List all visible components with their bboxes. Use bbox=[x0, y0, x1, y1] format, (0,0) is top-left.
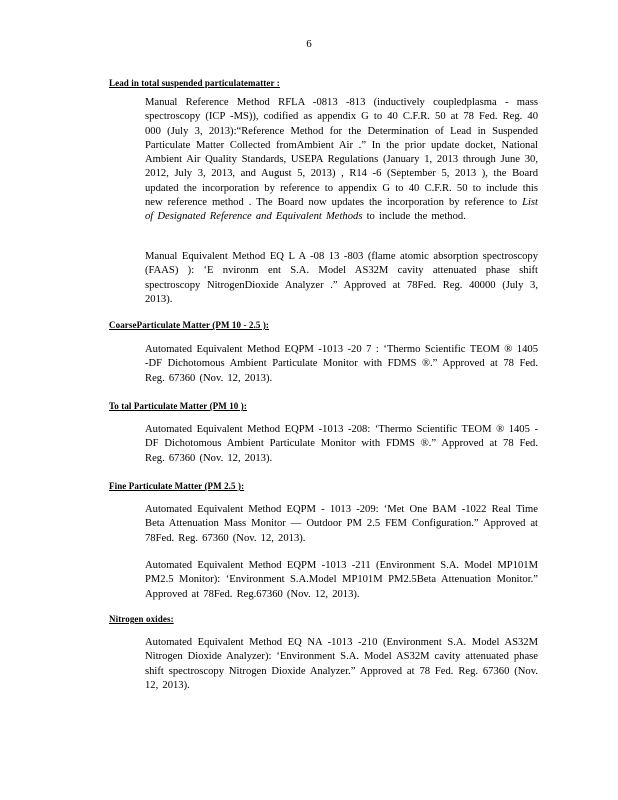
page-number: 6 bbox=[306, 38, 312, 50]
paragraph-coarse-pm-method bbox=[145, 343, 538, 386]
section-heading-total-pm: To tal Particulate Matter (PM 10 ): bbox=[109, 401, 247, 411]
paragraph-text: Automated Equivalent Method EQPM -1013 -211 (Environment S.A. Model MP101M PM2.5 Monitor): ‘Environment S.A.Model MP101M PM2.5Beta Attenuation Monitor.” Approved at 78Fed. Reg.67360 (Nov. 12, 2013). bbox=[145, 560, 538, 600]
paragraph-text: Automated Equivalent Method EQ NA -1013 -210 (Environment S.A. Model AS32M Nitrogen Dioxide Analyzer): ‘Environment S.A. Model AS32M cavity attenuated phase shift spectroscopy Nitrogen Dioxide Analyzer.” Approved at 78 Fed. Reg. 67360 (Nov. 12, 2013). bbox=[145, 637, 538, 691]
paragraph-text: Manual Equivalent Method EQ L A -08 13 -803 (flame atomic absorption spectroscopy (FAAS) ): ‘E nvironm ent S.A. Model AS32M cavity attenuated phase shift spectroscopy NitrogenDioxide Analyzer .” Approved at 78Fed. Reg. 40000 (July 3, 2013). bbox=[145, 251, 538, 305]
paragraph-total-pm-method bbox=[145, 423, 538, 466]
paragraph-lead-reference-method bbox=[145, 96, 538, 225]
paragraph-text: Automated Equivalent Method EQPM -1013 -20 7 : ‘Thermo Scientific TEOM ® 1405 -DF Dichotomous Ambient Particulate Monitor with FDMS ®.” Approved at 78 Fed. Reg. 67360 (Nov. 12, 2013). bbox=[145, 344, 538, 384]
paragraph-italic-title: List of Designated Reference and Equivalent Methods bbox=[145, 197, 538, 223]
section-heading-fine-pm: Fine Particulate Matter (PM 2.5 ): bbox=[109, 481, 245, 491]
section-heading-lead: Lead in total suspended particulatematter : bbox=[109, 78, 280, 88]
section-heading-nitrogen-oxides: Nitrogen oxides: bbox=[109, 614, 174, 624]
paragraph-fine-pm-method-211 bbox=[145, 559, 538, 602]
paragraph-text: Automated Equivalent Method EQPM -1013 -208: ‘Thermo Scientific TEOM ® 1405 -DF Dichotomous Ambient Particulate Monitor with FDMS ®.” Approved at 78 Fed. Reg. 67360 (Nov. 12, 2013). bbox=[145, 424, 538, 464]
paragraph-fine-pm-method-209 bbox=[145, 503, 538, 546]
section-heading-coarse-pm: CoarseParticulate Matter (PM 10 - 2.5 ): bbox=[109, 320, 270, 330]
paragraph-text: Automated Equivalent Method EQPM - 1013 -209: ‘Met One BAM -1022 Real Time Beta Attenuation Mass Monitor — Outdoor PM 2.5 FEM Configuration.” Approved at 78Fed. Reg. 67360 (Nov. 12, 2013). bbox=[145, 504, 538, 544]
paragraph-nitrogen-oxides-method bbox=[145, 636, 538, 693]
paragraph-lead-equivalent-method bbox=[145, 250, 538, 307]
paragraph-tail: to include the method. bbox=[366, 211, 466, 223]
paragraph-text: Manual Reference Method RFLA -0813 -813 (inductively coupledplasma - mass spectroscopy (ICP -MS)), codified as appendix G to 40 C.F.R. 50 at 78 Fed. Reg. 40 000 (July 3, 2013):“Reference Method for the Determination of Lead in Suspended Particulate Matter Collected fromAmbient Air .” In the prior update docket, National Ambient Air Quality Standards, USEPA Regulations (January 1, 2013 through June 30, 2012, July 3, 2013, and August 5, 2013) , R14 -6 (September 5, 2013 ), the Board updated the incorporation by reference to appendix G to 40 C.F.R. 50 to include this new reference method . The Board now updates the incorporation by reference to bbox=[145, 97, 538, 209]
